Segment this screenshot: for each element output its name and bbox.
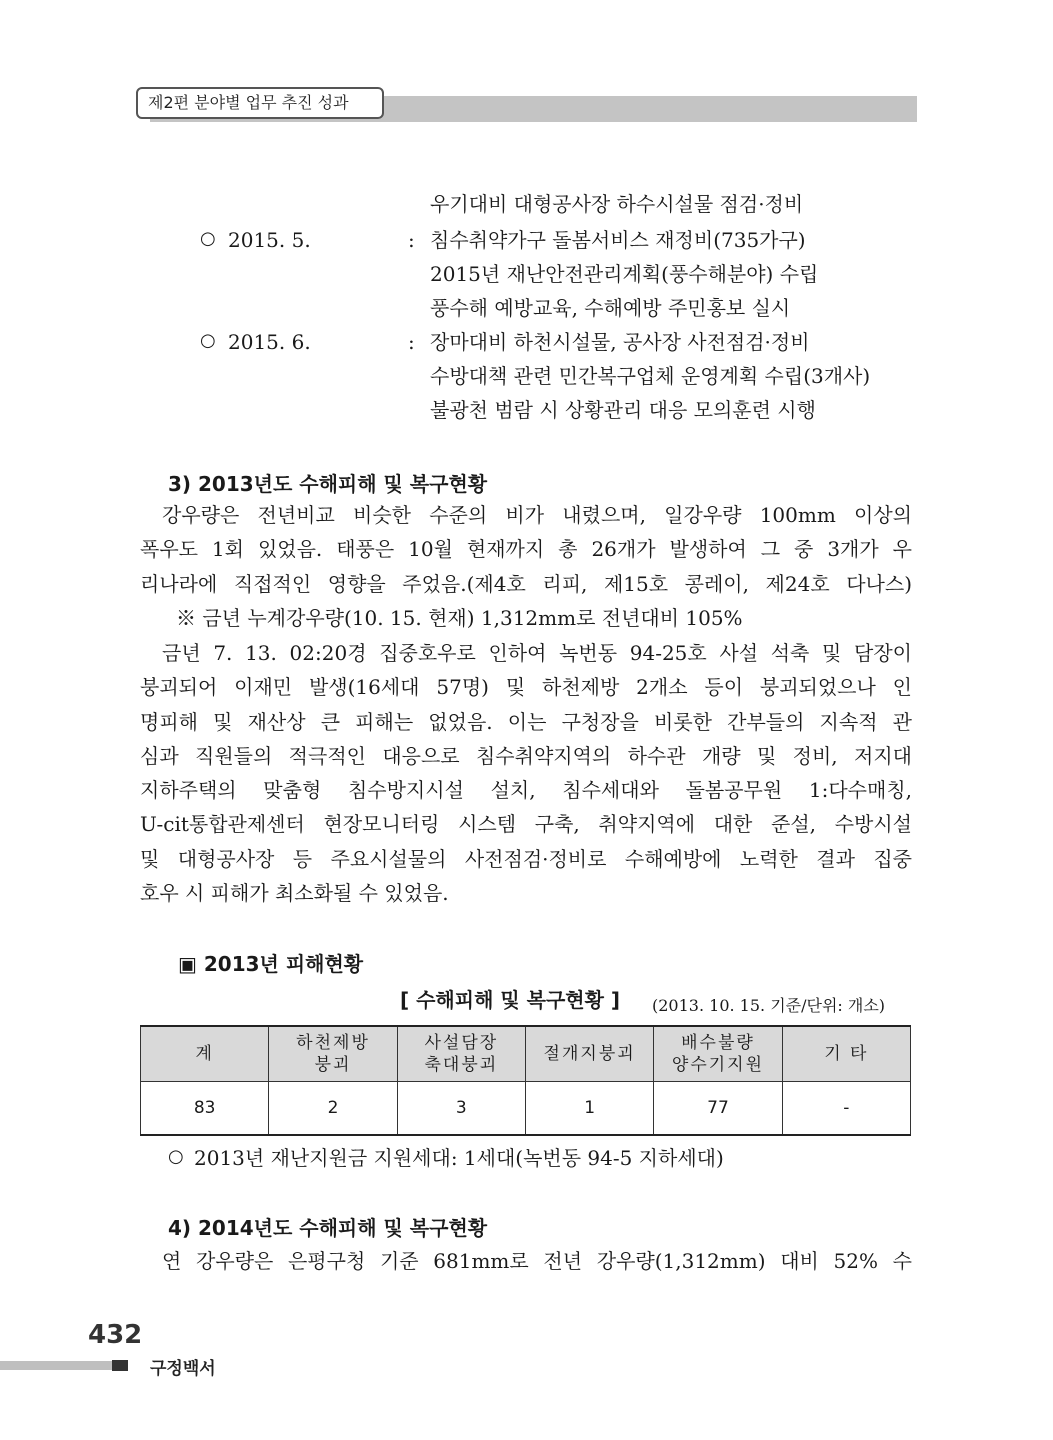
- support-note: 2013년 재난지원금 지원세대: 1세대(녹번동 94-5 지하세대): [194, 1146, 724, 1170]
- paragraph: [140, 498, 912, 601]
- footer-square: [112, 1360, 128, 1371]
- footer-bar: [0, 1361, 112, 1370]
- paragraph-line: 심과 직원들의 적극적인 대응으로 침수취약지역의 하수관 개량 및 정비, 저지대: [140, 743, 912, 768]
- schedule-intro-line: 우기대비 대형공사장 하수시설물 점검·정비: [430, 192, 804, 216]
- schedule-item: 장마대비 하천시설물, 공사장 사전점검·정비: [430, 330, 810, 354]
- paragraph-line: 명피해 및 재산상 큰 피해는 없었음. 이는 구청장을 비롯한 간부들의 지속적 관: [140, 709, 912, 734]
- table-cell: 2: [269, 1082, 397, 1136]
- paragraph-line: 폭우도 1회 있었음. 태풍은 10월 현재까지 총 26개가 발생하여 그 중 3개가 우: [140, 537, 912, 562]
- table-row: [141, 1082, 911, 1136]
- paragraph-line: 호우 시 피해가 최소화될 수 있었음.: [140, 881, 449, 906]
- table-note: (2013. 10. 15. 기준/단위: 개소): [652, 996, 886, 1015]
- column-header: 절개지붕괴: [525, 1026, 653, 1082]
- damage-table: [140, 1025, 911, 1136]
- schedule-item: 2015년 재난안전관리계획(풍수해분야) 수립: [430, 262, 819, 286]
- table-title: [ 수해피해 및 복구현황 ]: [400, 988, 621, 1012]
- note: ※ 금년 누계강우량(10. 15. 현재) 1,312mm로 전년대비 105%: [176, 606, 743, 630]
- paragraph: [140, 1244, 912, 1278]
- section-label: 제2편 분야별 업무 추진 성과: [136, 87, 384, 119]
- bullet-icon: ○: [200, 228, 216, 249]
- colon: :: [408, 330, 415, 354]
- paragraph-line: U-cit통합관제센터 현장모니터링 시스템 구축, 취약지역에 대한 준설, 수방시설: [140, 812, 912, 837]
- table-header-row: [141, 1026, 911, 1082]
- damage-heading-text: 2013년 피해현황: [203, 952, 364, 976]
- paragraph-line: 금년 7. 13. 02:20경 집중호우로 인하여 녹번동 94-25호 사설 석축 및 담장이: [162, 641, 912, 665]
- column-header: 배수불량 양수기지원: [654, 1026, 782, 1082]
- paragraph-line: 붕괴되어 이재민 발생(16세대 57명) 및 하천제방 2개소 등이 붕괴되었으나 인: [140, 675, 912, 700]
- column-header: 사설담장 축대붕괴: [397, 1026, 525, 1082]
- schedule-item: 풍수해 예방교육, 수해예방 주민홍보 실시: [430, 296, 791, 320]
- section-heading: 4) 2014년도 수해피해 및 복구현황: [168, 1216, 488, 1240]
- paragraph-line: 리나라에 직접적인 영향을 주었음.(제4호 리피, 제15호 콩레이, 제24호 다나스): [140, 571, 912, 596]
- bullet-icon: ○: [200, 330, 216, 351]
- colon: :: [408, 228, 415, 252]
- schedule-item: 수방대책 관련 민간복구업체 운영계획 수립(3개사): [430, 364, 871, 388]
- paragraph: [140, 636, 912, 910]
- schedule-item: 불광천 범람 시 상황관리 대응 모의훈련 시행: [430, 398, 816, 422]
- table-cell: 3: [397, 1082, 525, 1136]
- paragraph-line: 강우량은 전년비교 비슷한 수준의 비가 내렸으며, 일강우량 100mm 이상의: [162, 503, 912, 527]
- square-bullet-icon: ▣: [178, 952, 197, 976]
- schedule-date: 2015. 5.: [228, 228, 311, 252]
- schedule-item: 침수취약가구 돌봄서비스 재정비(735가구): [430, 228, 806, 252]
- bullet-icon: ○: [168, 1146, 184, 1167]
- schedule-date: 2015. 6.: [228, 330, 311, 354]
- section-heading: 3) 2013년도 수해피해 및 복구현황: [168, 472, 488, 496]
- column-header: 기 타: [782, 1026, 910, 1082]
- paragraph-line: 지하주택의 맞춤형 침수방지시설 설치, 침수세대와 돌봄공무원 1:다수매칭,: [140, 778, 912, 803]
- table-cell: -: [782, 1082, 910, 1136]
- table-cell: 83: [141, 1082, 269, 1136]
- column-header: 하천제방 붕괴: [269, 1026, 397, 1082]
- damage-heading: [178, 948, 363, 977]
- paragraph-line: 연 강우량은 은평구청 기준 681mm로 전년 강우량(1,312mm) 대비 52% 수: [162, 1249, 912, 1273]
- column-header: 계: [141, 1026, 269, 1082]
- page-number: 432: [88, 1320, 143, 1350]
- book-title: 구정백서: [150, 1359, 216, 1379]
- table-cell: 1: [525, 1082, 653, 1136]
- table-cell: 77: [654, 1082, 782, 1136]
- paragraph-line: 및 대형공사장 등 주요시설물의 사전점검·정비로 수해예방에 노력한 결과 집중: [140, 846, 912, 871]
